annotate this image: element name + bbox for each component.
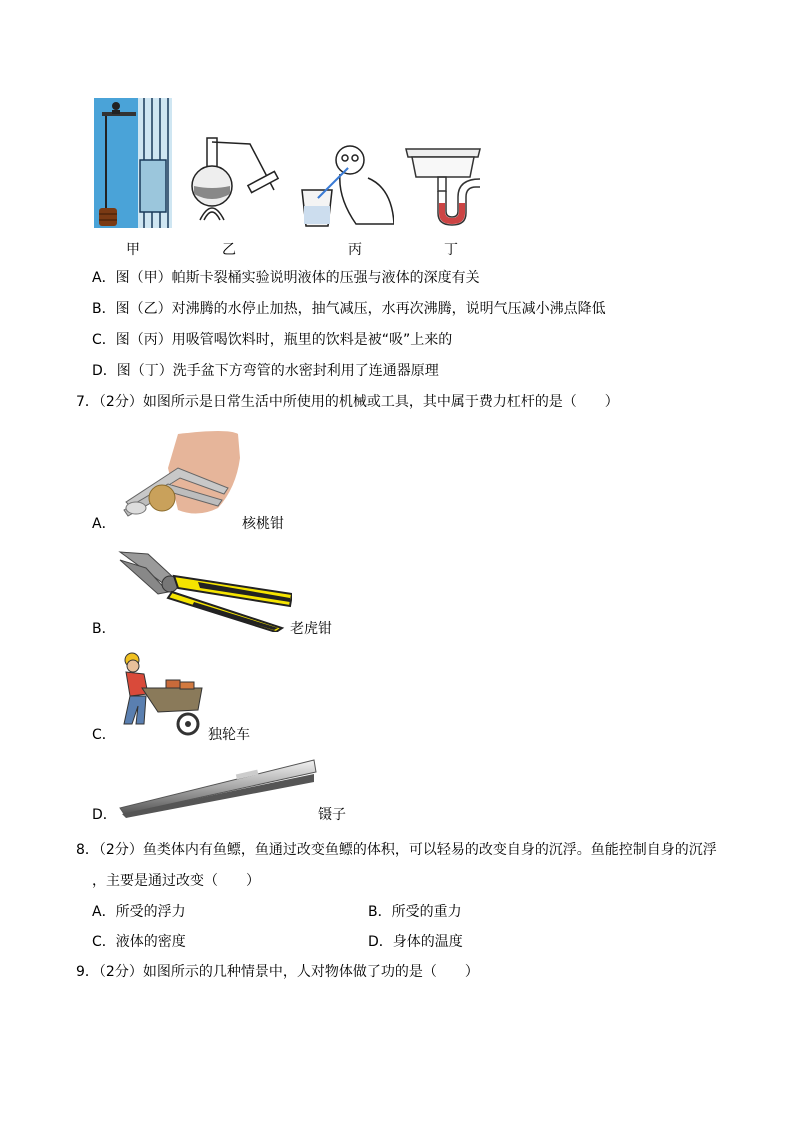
pliers-icon xyxy=(118,548,292,632)
figure-jia xyxy=(94,98,172,228)
q7-image-c xyxy=(118,652,210,738)
q8-stem-line1: 8．（2分）鱼类体内有鱼鳔，鱼通过改变鱼鳔的体积，可以轻易的改变自身的沉浮。鱼能控制自身的沉浮 xyxy=(76,842,717,858)
q8-option-a: A．所受的浮力 xyxy=(92,904,186,920)
q7-stem: 7．（2分）如图所示是日常生活中所使用的机械或工具，其中属于费力杠杆的是（ ） xyxy=(76,394,619,410)
q7-option-d-letter: D． xyxy=(92,807,117,823)
q7-image-a xyxy=(118,428,242,520)
q6-option-d: D．图（丁）洗手盆下方弯管的水密封利用了连通器原理 xyxy=(92,363,439,379)
q6-option-c: C．图（丙）用吸管喝饮料时，瓶里的饮料是被“吸”上来的 xyxy=(92,332,453,348)
figure-ding xyxy=(404,147,482,227)
wheelbarrow-icon xyxy=(118,652,210,738)
figure-yi xyxy=(190,134,284,226)
q7-image-d xyxy=(118,758,318,820)
figure-bing xyxy=(298,138,394,228)
tweezers-icon xyxy=(118,758,318,820)
figure-caption-ding: 丁 xyxy=(444,242,458,258)
q6-option-a: A．图（甲）帕斯卡裂桶实验说明液体的压强与液体的深度有关 xyxy=(92,270,480,286)
q8-option-d: D．身体的温度 xyxy=(368,934,463,950)
flask-syringe-icon xyxy=(190,134,284,226)
q7-option-a-letter: A． xyxy=(92,516,116,532)
q7-image-b xyxy=(118,548,292,632)
figure-caption-yi: 乙 xyxy=(222,242,236,258)
q7-option-d-label: 镊子 xyxy=(318,807,346,823)
q8-option-b: B．所受的重力 xyxy=(368,904,462,920)
figure-caption-bing: 丙 xyxy=(348,242,362,258)
q8-option-c: C．液体的密度 xyxy=(92,934,186,950)
straw-drinking-icon xyxy=(298,138,394,228)
q7-option-b-label: 老虎钳 xyxy=(290,621,332,637)
q6-option-b: B．图（乙）对沸腾的水停止加热，抽气减压，水再次沸腾，说明气压减小沸点降低 xyxy=(92,301,606,317)
sink-trap-icon xyxy=(404,147,482,227)
q9-stem: 9．（2分）如图所示的几种情景中，人对物体做了功的是（ ） xyxy=(76,964,479,980)
q7-option-c-label: 独轮车 xyxy=(208,727,250,743)
nutcracker-icon xyxy=(118,428,242,520)
q7-option-c-letter: C． xyxy=(92,727,116,743)
q7-option-a-label: 核桃钳 xyxy=(242,516,284,532)
pascal-barrel-icon xyxy=(94,98,172,228)
figure-caption-jia: 甲 xyxy=(126,242,140,258)
q8-stem-line2: ，主要是通过改变（ ） xyxy=(92,873,260,889)
q7-option-b-letter: B． xyxy=(92,621,116,637)
